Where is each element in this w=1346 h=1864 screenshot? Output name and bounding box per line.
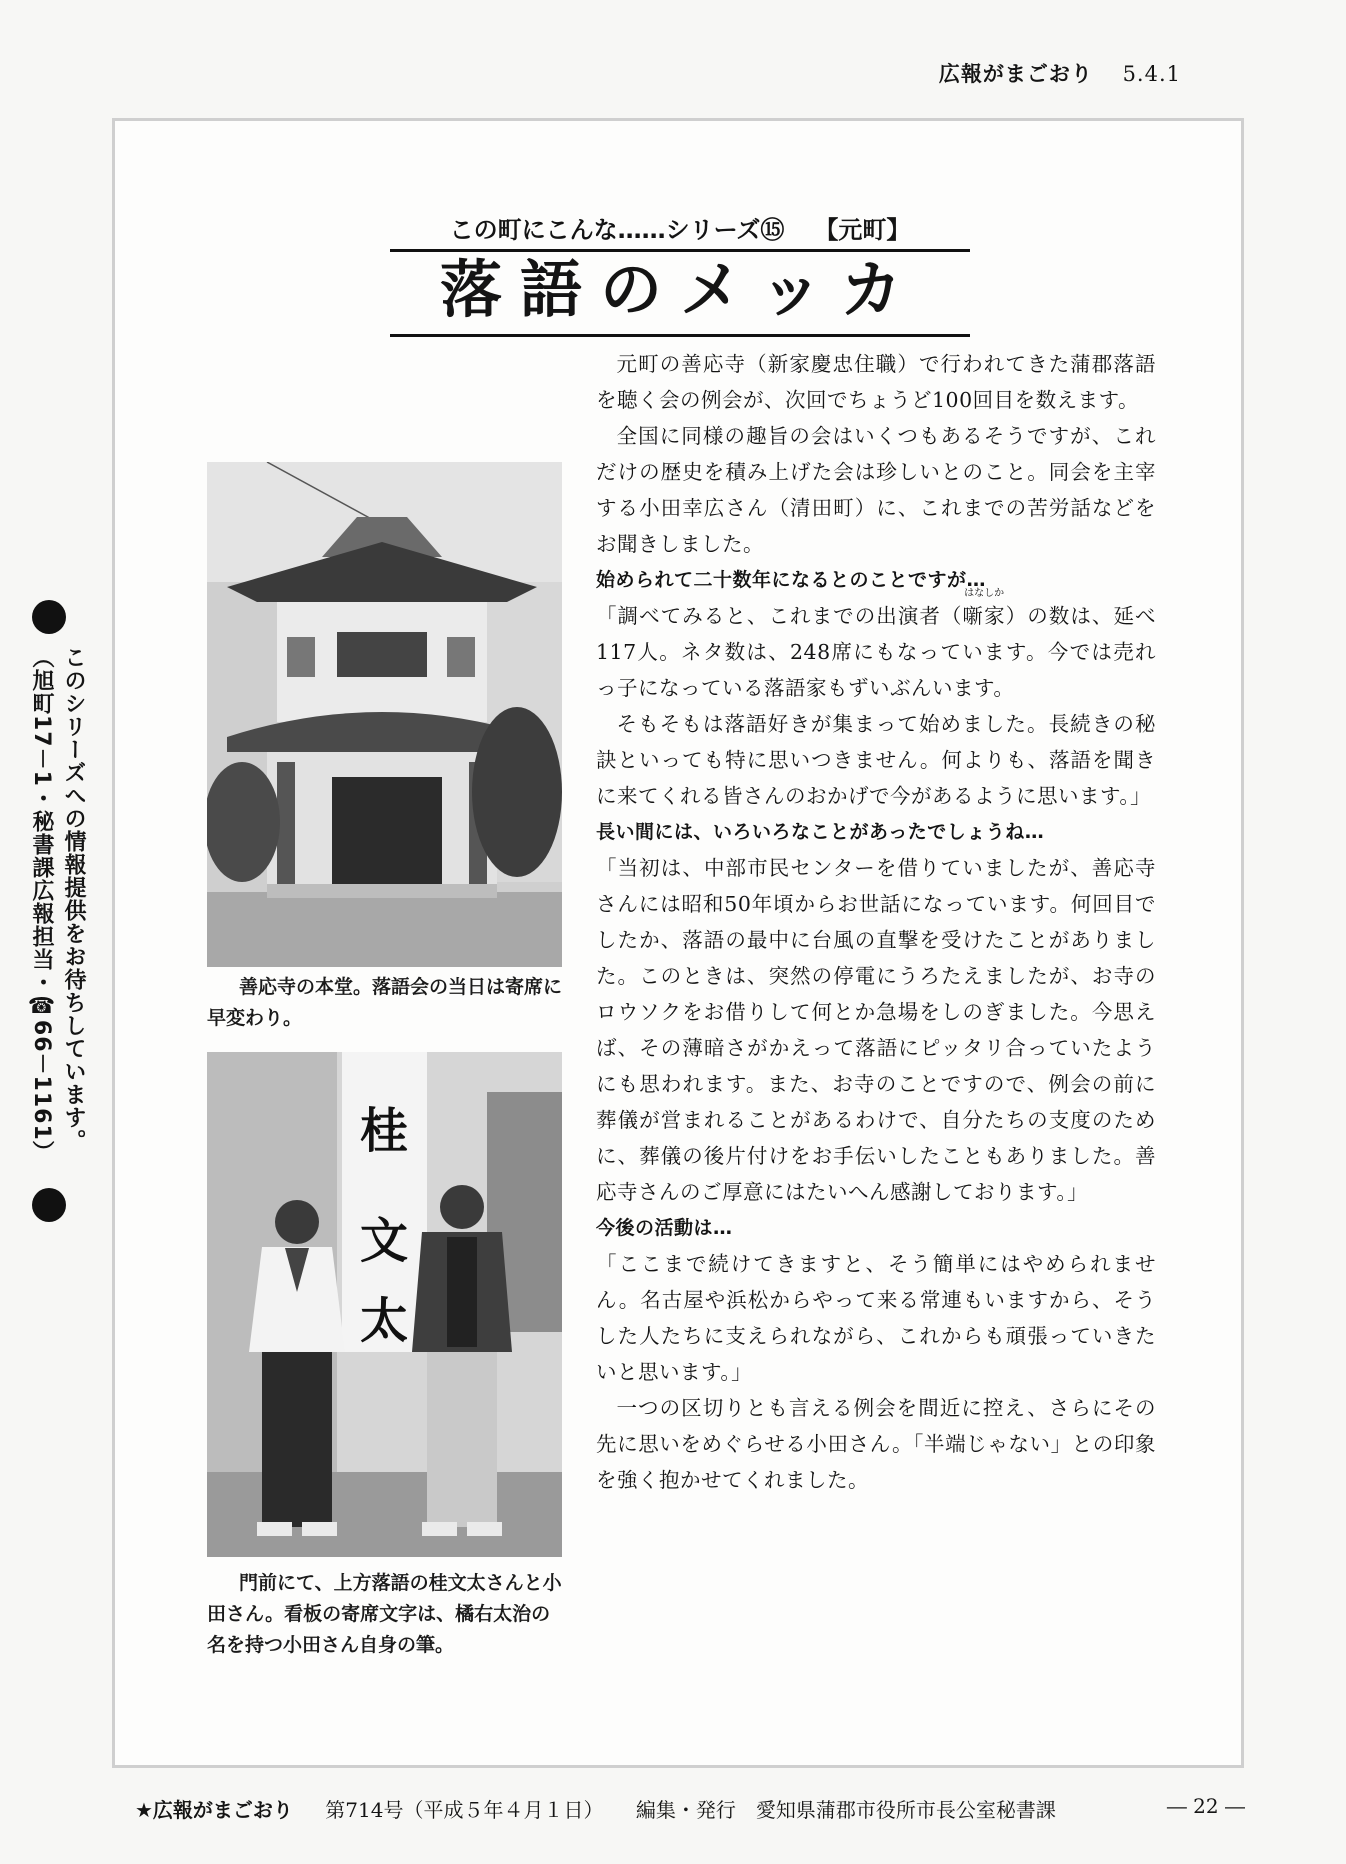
question-2: 長い間には、いろいろなことがあったでしょうね… xyxy=(596,821,1045,843)
paragraph-background: 全国に同様の趣旨の会はいくつもあるそうですが、これだけの歴史を積み上げた会は珍しいとのこと。同会を主宰する小田幸広さん（清田町）に、これまでの苦労話などをお聞きしました。 xyxy=(596,424,1156,556)
bullet-dot-bottom xyxy=(32,1188,66,1222)
gate-photo xyxy=(207,1052,562,1557)
info-request-sidebar xyxy=(20,600,90,1210)
temple-photo xyxy=(207,462,562,967)
area-label: 【元町】 xyxy=(814,216,911,244)
sidebar-line-2: （旭町17－1・秘書課広報担当・☎66－1161） xyxy=(29,646,54,1164)
issue-date: 5.4.1 xyxy=(1122,62,1181,86)
temple-photo-caption: 善応寺の本堂。落語会の当日は寄席に早変わり。 xyxy=(207,976,563,1029)
gate-photo-caption: 門前にて、上方落語の桂文太さんと小田さん。看板の寄席文字は、橘右太治の名を持つ小田さん自身の筆。 xyxy=(207,1572,562,1656)
question-3: 今後の活動は… xyxy=(596,1217,733,1239)
paragraph-closing: 一つの区切りとも言える例会を間近に控え、さらにその先に思いをめぐらせる小田さん。「半端じゃない」との印象を強く抱かせてくれました。 xyxy=(596,1396,1156,1492)
question-1: 始められて二十数年になるとのことですが… xyxy=(596,569,987,591)
sidebar-line-1: このシリーズへの情報提供をお待ちしています。 xyxy=(61,646,86,1152)
sign-text: 桂 xyxy=(359,1103,409,1159)
newsletter-title: 広報がまごおり xyxy=(938,62,1093,86)
paragraph-intro: 元町の善応寺（新家慶忠住職）で行われてきた蒲郡落語を聴く会の例会が、次回でちょうど100回目を数えます。 xyxy=(596,352,1156,412)
page-number: ― 22 ― xyxy=(1166,1794,1245,1818)
article-body xyxy=(596,346,1156,1498)
footer-publisher: 編集・発行 愛知県蒲郡市役所市長公室秘書課 xyxy=(635,1798,1056,1822)
answer-2: 「当初は、中部市民センターを借りていましたが、善応寺さんには昭和50年頃からお世話になっています。何回目でしたか、落語の最中に台風の直撃を受けたことがありました。このときは、突然の停電にうろたえましたが、お寺のロウソクをお借りして何とか急場をしのぎました。今思えば、その薄暗さがかえって落語にピッタリ合っていたようにも思われます。また、お寺のことですので、例会の前に葬儀が営まれることがあるわけで、自分たちの支度のために、葬儀の後片付けをお手伝いしたこともありました。善応寺さんのご厚意にはたいへん感謝しております。」 xyxy=(596,856,1156,1204)
page-header xyxy=(939,58,1181,88)
svg-text:文: 文 xyxy=(359,1213,409,1269)
series-heading xyxy=(390,210,970,252)
bullet-dot-top xyxy=(32,600,66,634)
answer-3: 「ここまで続けてきますと、そう簡単にはやめられません。名古屋や浜松からやって来る常連もいますから、そうした人たちに支えられながら、これからも頑張っていきたいと思います。」 xyxy=(596,1252,1156,1384)
page-footer xyxy=(135,1794,1245,1823)
svg-text:太: 太 xyxy=(359,1293,409,1349)
article-title: 落語のメッカ xyxy=(390,252,970,337)
series-label: この町にこんな……シリーズ⑮ xyxy=(449,216,785,244)
footer-title: ★広報がまごおり xyxy=(135,1798,293,1822)
answer-1: 「調べてみると、これまでの出演者（ はなしか 噺家）の数は、延べ117人。ネタ数は、248席にもなっています。今では売れっ子になっている落語家もずいぶんいます。 xyxy=(596,588,1157,700)
footer-issue: 第714号（平成５年４月１日） xyxy=(325,1798,604,1822)
answer-1-continued: そもそもは落語好きが集まって始めました。長続きの秘訣といっても特に思いつきません。何よりも、落語を聞きに来てくれる皆さんのおかげで今があるように思います。」 xyxy=(596,712,1156,808)
ruby-hanashika: はなしか 噺家 xyxy=(962,588,1006,628)
